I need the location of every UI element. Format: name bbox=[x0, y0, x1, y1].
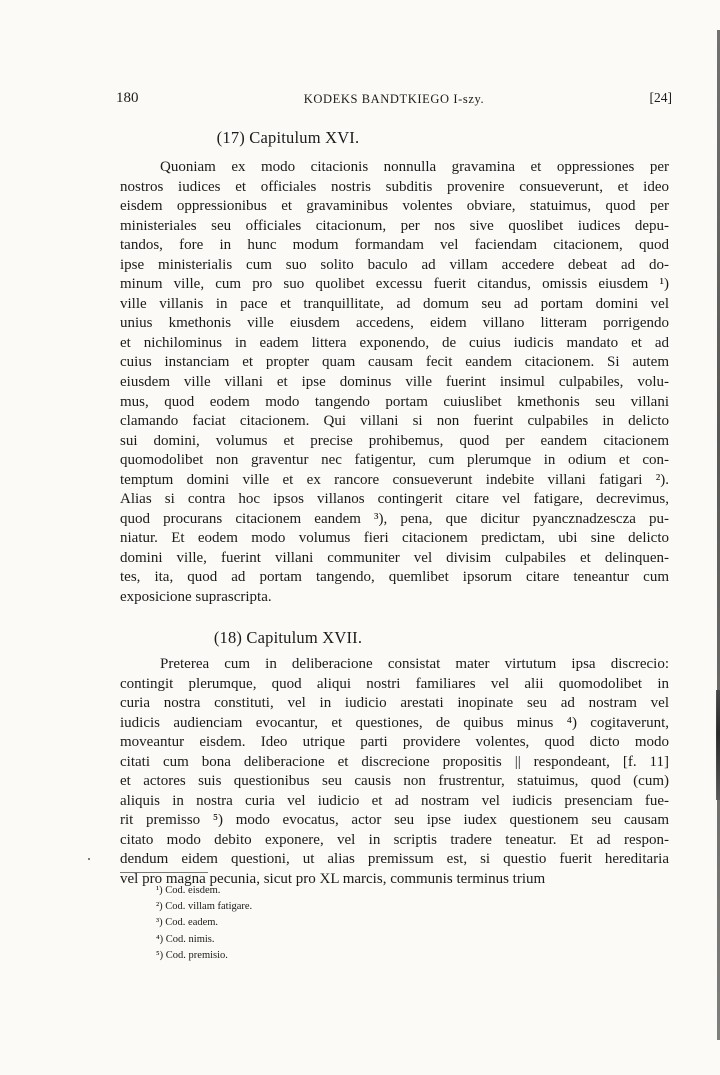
text-line: Alias si contra hoc ipsos villanos contingerit citare vel fatigare, decrevimus, bbox=[120, 491, 669, 508]
text-line: Quoniam ex modo citacionis nonnulla gravamina et oppressiones per bbox=[160, 159, 669, 175]
text-line: ville villanis in pace et tranquillitate, ad domum seu ad portam domini vel bbox=[120, 295, 669, 312]
footnote bbox=[156, 932, 252, 948]
margin-speck bbox=[88, 858, 90, 860]
section-body bbox=[120, 158, 669, 608]
text-line: rit premisso ⁵) modo evocatus, actor seu ipse iudex questionem seu causam bbox=[120, 812, 669, 829]
text-line: dendum eidem questioni, ut alias premissum est, si questio fuerit hereditaria bbox=[120, 851, 669, 868]
footnote-text: Cod. villam fatigare. bbox=[165, 901, 253, 913]
text-line: ipse ministerialis cum suo solito baculo ad villam accedere debeat ad do- bbox=[120, 256, 669, 273]
text-line: niatur. Et eodem modo volumus fieri citacionem predictam, ubi sine delicto bbox=[120, 530, 669, 547]
footnote-text: Cod. eadem. bbox=[165, 917, 219, 929]
footnote bbox=[156, 883, 252, 899]
footnote bbox=[156, 899, 252, 915]
text-line: quod procurans citacionem eandem ³), pena, que dicitur pyancznadzescza pu- bbox=[120, 510, 669, 527]
text-line: contingit plerumque, quod aliqui nostri familiares vel alii quomodolibet in bbox=[120, 675, 669, 692]
page-edge-dark-mark bbox=[716, 690, 720, 800]
footnote-mark: ¹) bbox=[156, 885, 163, 896]
section-heading: (17) Capitulum XVI. bbox=[216, 128, 360, 147]
running-title: KODEKS BANDTKIEGO I-szy. bbox=[303, 92, 485, 106]
page-number: 180 bbox=[116, 90, 139, 106]
text-line: citati cum bona deliberacione et discrecione propositis || respondeant, [f. 11] bbox=[120, 753, 669, 770]
text-line: exposicione suprascripta. bbox=[120, 589, 272, 606]
text-line: quomodolibet non graventur nec fatigentur, cum plerumque in odium et con- bbox=[120, 452, 669, 469]
footnote-separator bbox=[120, 872, 208, 873]
text-line: clamando faciat citacionem. Qui villani si non fuerint culpabiles in delicto bbox=[120, 413, 669, 430]
footnotes bbox=[156, 883, 252, 964]
text-line: curia nostra constituti, vel in iudicio arestati inopinate seu ad nostram vel bbox=[120, 695, 669, 712]
footnote-text: Cod. premisio. bbox=[165, 949, 228, 961]
footnote-mark: ⁴) bbox=[156, 933, 164, 945]
text-line: unius kmethonis ville eiusdem accedens, eidem villano litteram porrigendo bbox=[120, 315, 669, 332]
folio-number: [24] bbox=[649, 90, 672, 105]
text-line: iudicis audienciam evocantur, et questiones, de quibus minus ⁴) cogitaverunt, bbox=[120, 714, 669, 731]
footnote-mark: ³) bbox=[156, 917, 163, 929]
running-header bbox=[116, 90, 672, 110]
footnote-text: Cod. nimis. bbox=[165, 933, 215, 945]
text-line: cuius instanciam et propter quam causam fecit eandem citacionem. Si autem bbox=[120, 354, 669, 371]
footnote-mark: ²) bbox=[156, 901, 163, 913]
text-line: sui domini, volumus et precise prohibemus, quod per eandem citacionem bbox=[120, 432, 669, 449]
footnote-mark: ⁵) bbox=[156, 949, 164, 961]
text-line: vel pro magna pecunia, sicut pro XL marcis, communis terminus trium bbox=[120, 871, 546, 888]
section-heading: (18) Capitulum XVII. bbox=[213, 628, 363, 647]
footnote bbox=[156, 915, 252, 931]
text-line: ministeriales seu officiales citacionum, per nos sive quoslibet iudices depu- bbox=[120, 217, 669, 234]
text-line: tandos, fore in hunc modum formandam vel faciendam citacionem, quod bbox=[120, 237, 669, 254]
text-line: et actores suis questionibus seu causis non frustrentur, statuimus, quod (cum) bbox=[120, 773, 669, 790]
text-line: tes, ita, quod ad portam tangendo, quemlibet ipsorum citare teneantur cum bbox=[120, 569, 669, 586]
text-line: minum ville, cum pro suo quolibet excessu fuerit citandus, omissis eiusdem ¹) bbox=[120, 276, 669, 293]
footnote-text: Cod. eisdem. bbox=[165, 885, 221, 896]
text-line: domini ville, fuerint villani communiter vel divisim culpabiles et delinquen- bbox=[120, 549, 669, 566]
text-line: aliquis in nostra curia vel iudicio et ad nostram vel iudicis presenciam fue- bbox=[120, 792, 669, 809]
text-line: nostros iudices et officiales nostris subditis provenire consueverunt, et ideo bbox=[120, 178, 669, 195]
text-line: temptum domini ville et ex rancore consueverunt indebite villani fatigari ²). bbox=[120, 471, 669, 488]
text-line: eiusdem ville villani et ipse dominus ville fuerint insimul culpabiles, volu- bbox=[120, 374, 669, 391]
text-line: Preterea cum in deliberacione consistat mater virtutum ipsa discrecio: bbox=[160, 656, 669, 672]
text-line: mus, quod eodem modo tangendo portam cuiuslibet kmethonis seu villani bbox=[120, 393, 669, 410]
text-line: moveantur eisdem. Ideo utrique parti providere volentes, quod dicto modo bbox=[120, 734, 669, 751]
text-line: citato modo debito exponere, vel in scriptis tradere teneatur. Et ad respon- bbox=[120, 831, 669, 848]
text-line: et nichilominus in eadem littera exponendo, de cuius iudicis mandato et ad bbox=[120, 334, 669, 351]
text-line: eisdem oppressionibus et gravaminibus volentes obviare, statuimus, quod per bbox=[120, 198, 669, 215]
footnote bbox=[156, 948, 252, 964]
section-body bbox=[120, 655, 669, 890]
